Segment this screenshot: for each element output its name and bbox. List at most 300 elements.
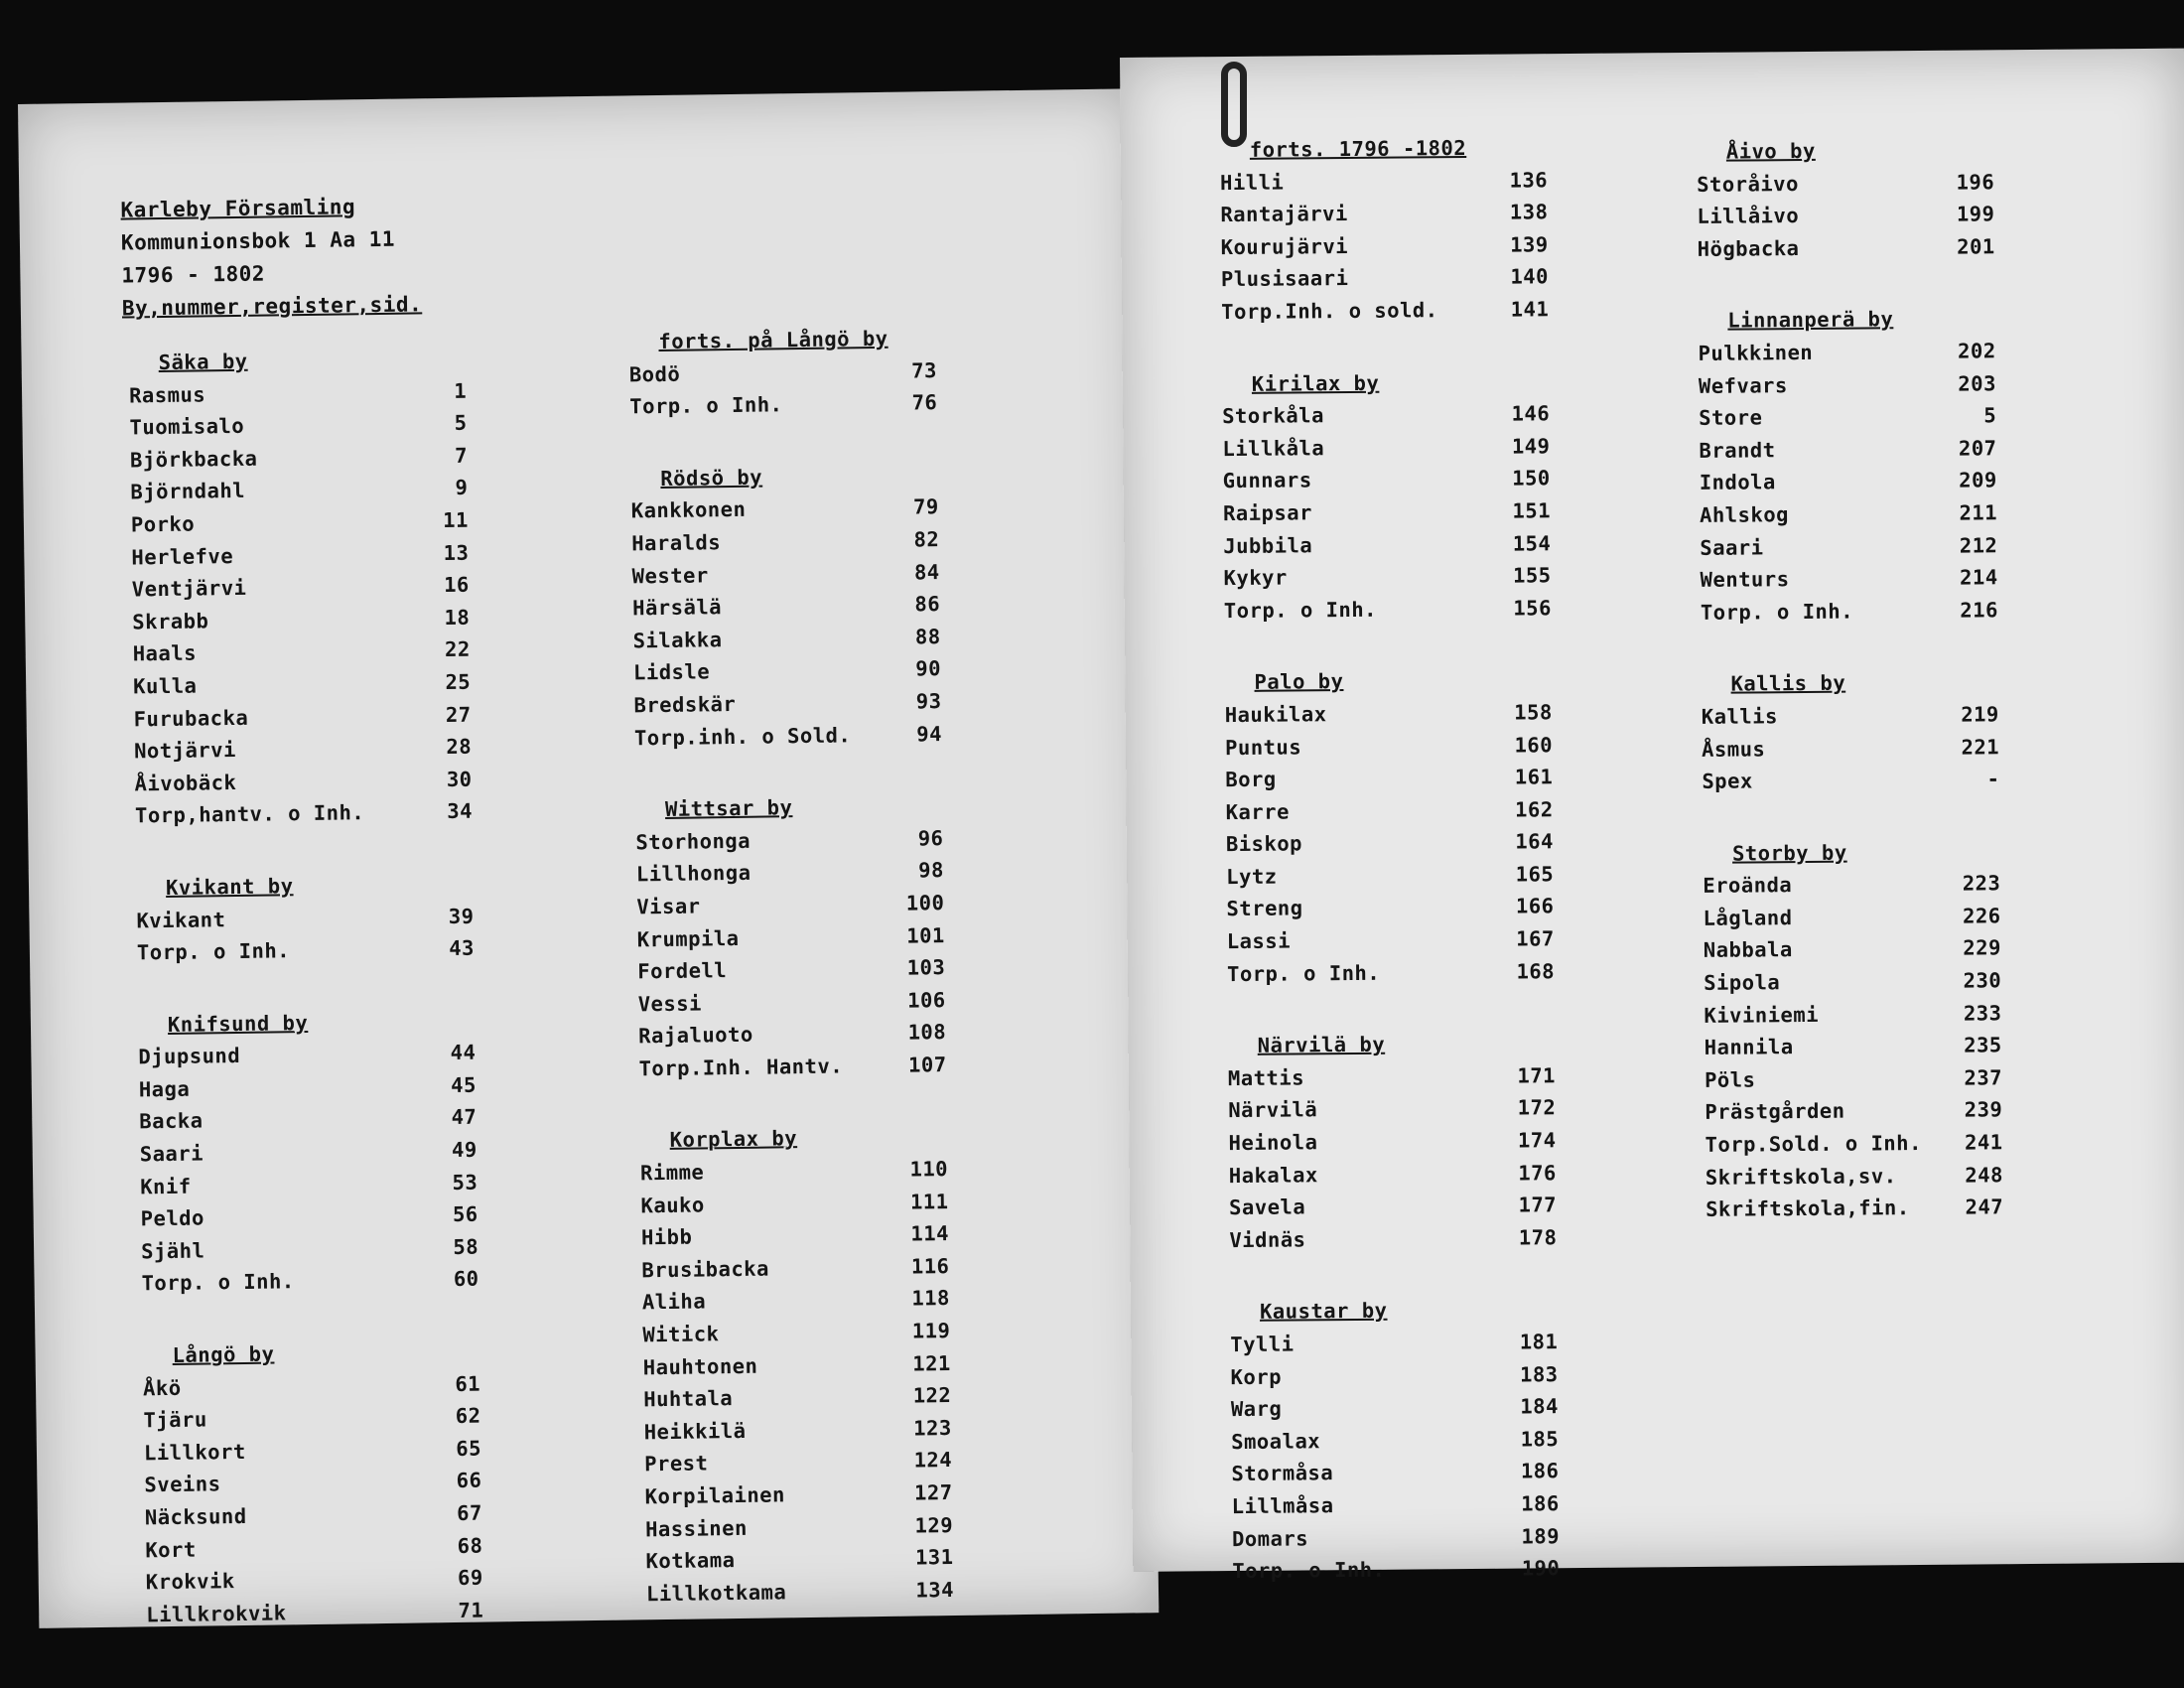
- register-entry: [1705, 1030, 2002, 1064]
- page-number: 158: [1514, 700, 1553, 725]
- village-name: Stormåsa: [1231, 1461, 1334, 1486]
- village-name: Kykyr: [1223, 565, 1288, 591]
- village-name: Korp: [1230, 1364, 1283, 1389]
- page-number: 5: [1983, 403, 1997, 428]
- page-number: 202: [1957, 339, 1996, 363]
- register-entry: [632, 621, 940, 657]
- page-number: 114: [910, 1221, 950, 1246]
- village-name: Kallis: [1701, 704, 1778, 729]
- village-name: Skrabb: [132, 609, 209, 634]
- village-name: Pulkkinen: [1698, 340, 1814, 365]
- page-number: 69: [457, 1565, 483, 1591]
- page-number: 154: [1512, 530, 1552, 556]
- page-number: 123: [913, 1415, 952, 1441]
- page-number: 118: [911, 1286, 951, 1311]
- village-name: Rajaluoto: [637, 1023, 753, 1049]
- page-number: 1: [454, 378, 468, 403]
- village-name: Rantajärvi: [1220, 202, 1348, 227]
- page-number: 45: [450, 1072, 478, 1097]
- page-number: 82: [913, 527, 940, 552]
- village-name: Kulla: [133, 673, 198, 699]
- register-entry: [1700, 496, 1997, 531]
- page-number: 221: [1961, 734, 2000, 760]
- village-name: Torp. o Inh.: [136, 938, 291, 965]
- village-name: Wefvars: [1698, 372, 1788, 398]
- left-column-2: [628, 322, 954, 1611]
- page-number: 119: [911, 1319, 951, 1343]
- village-name: Savela: [1229, 1195, 1306, 1220]
- village-name: Sjähl: [140, 1238, 205, 1264]
- page-number: 58: [453, 1234, 479, 1259]
- page-number: 167: [1516, 926, 1555, 951]
- register-entry: [1230, 1358, 1558, 1393]
- page-number: 96: [917, 825, 944, 851]
- page-number: 177: [1518, 1193, 1558, 1217]
- section-heading: Palo by: [1254, 669, 1344, 695]
- page-number: 62: [455, 1403, 481, 1429]
- page-number: 121: [912, 1350, 951, 1376]
- page-number: 98: [918, 858, 945, 883]
- left-column-1: [128, 343, 483, 1631]
- register-entry: [631, 523, 939, 560]
- section-gap: [1227, 987, 1555, 1030]
- register-entry: [1700, 465, 1997, 499]
- section-gap: [137, 964, 476, 1009]
- register-entry: [133, 633, 471, 670]
- page-number: 196: [1956, 169, 1995, 195]
- register-entry: [131, 536, 469, 573]
- page-number: 107: [907, 1052, 947, 1077]
- village-name: Silakka: [632, 627, 723, 653]
- village-name: Torp. o Inh.: [1232, 1557, 1386, 1584]
- page-number: 156: [1513, 595, 1552, 621]
- section-heading: Kvikant by: [165, 874, 294, 900]
- register-entry: [1699, 367, 1996, 402]
- page-number: 100: [905, 890, 945, 915]
- village-name: Lillåivo: [1697, 204, 1800, 229]
- register-entry: [144, 1465, 481, 1501]
- village-name: Nabbala: [1703, 937, 1793, 963]
- page-number: 235: [1964, 1033, 2002, 1057]
- village-name: Krumpila: [636, 925, 740, 951]
- section-heading: Kirilax by: [1251, 370, 1380, 396]
- section-gap: [1221, 326, 1549, 368]
- register-entry: [143, 1367, 480, 1404]
- village-name: Peldo: [140, 1205, 205, 1231]
- village-name: Biskop: [1225, 831, 1303, 857]
- register-entry: [1223, 494, 1551, 529]
- register-entry: [1226, 858, 1554, 893]
- register-entry: [1232, 1487, 1560, 1522]
- village-name: Backa: [139, 1108, 204, 1134]
- register-entry: [143, 1400, 480, 1437]
- register-entry: [1231, 1423, 1559, 1458]
- register-entry: [1223, 527, 1551, 562]
- register-entry: [631, 491, 939, 527]
- page-number: 30: [446, 767, 473, 791]
- register-entry: [642, 1282, 950, 1319]
- register-entry: [1699, 399, 1996, 434]
- village-name: Torp.Inh. Hantv.: [638, 1054, 844, 1081]
- page-number: 138: [1509, 200, 1549, 224]
- village-name: Kankkonen: [630, 497, 747, 523]
- register-entry: [643, 1379, 951, 1416]
- register-entry: [1705, 1094, 2002, 1129]
- register-entry: [139, 1069, 477, 1106]
- section-gap: [630, 419, 939, 463]
- village-name: Wester: [631, 562, 709, 588]
- page-number: 151: [1512, 498, 1552, 523]
- page-number: 162: [1514, 796, 1554, 822]
- register-entry: [129, 407, 467, 444]
- village-name: Streng: [1226, 896, 1303, 921]
- register-entry: [1699, 432, 1996, 467]
- village-name: Vessi: [637, 991, 703, 1017]
- left-page: [18, 88, 1159, 1628]
- register-entry: [1226, 891, 1554, 925]
- register-entry: [642, 1315, 950, 1351]
- right-column-2: [1697, 133, 2004, 1225]
- page-number: 124: [913, 1448, 953, 1473]
- village-name: Haukilax: [1224, 702, 1327, 728]
- village-name: Rasmus: [128, 381, 206, 408]
- page-number: 13: [443, 540, 470, 565]
- village-name: Lillmåsa: [1231, 1493, 1334, 1519]
- register-entry: [1230, 1326, 1558, 1360]
- register-entry: [1705, 1126, 2002, 1161]
- register-entry: [1223, 559, 1551, 594]
- village-name: Sipola: [1704, 970, 1781, 995]
- page-number: 209: [1959, 468, 1997, 492]
- village-name: Hibb: [640, 1224, 693, 1250]
- register-entry: [146, 1562, 483, 1599]
- section-gap: [1224, 625, 1552, 667]
- village-name: Furubacka: [133, 705, 249, 731]
- village-name: Store: [1699, 405, 1763, 431]
- section-heading: Åivo by: [1725, 138, 1816, 164]
- register-entry: [1704, 964, 2001, 999]
- village-name: Hakalax: [1228, 1162, 1318, 1188]
- register-entry: [1225, 761, 1553, 795]
- register-entry: [1704, 997, 2001, 1032]
- village-name: Högbacka: [1697, 235, 1800, 261]
- village-name: Lillkotkama: [645, 1580, 787, 1607]
- register-entry: [640, 1153, 948, 1190]
- village-name: Lillkort: [143, 1439, 246, 1466]
- page-number: 139: [1510, 232, 1549, 257]
- page-number: 201: [1957, 234, 1995, 259]
- page-number: 219: [1961, 702, 1999, 727]
- page-number: 66: [456, 1469, 482, 1493]
- village-name: Puntus: [1224, 734, 1302, 760]
- register-entry: [638, 1049, 946, 1085]
- village-name: Plusisaari: [1220, 266, 1349, 292]
- village-name: Hassinen: [644, 1515, 749, 1541]
- register-entry: [1703, 868, 2000, 903]
- village-name: Lillkrokvik: [146, 1601, 287, 1627]
- page-number: 241: [1964, 1130, 2003, 1155]
- register-entry: [1705, 1061, 2002, 1096]
- register-entry: [1225, 729, 1553, 764]
- village-name: Haga: [138, 1076, 191, 1102]
- village-name: Heinola: [1228, 1130, 1318, 1156]
- page-number: 171: [1517, 1063, 1557, 1088]
- page-number: 174: [1517, 1128, 1557, 1153]
- register-entry: [140, 1198, 478, 1235]
- register-entry: [634, 718, 942, 755]
- register-entry: [1222, 430, 1550, 465]
- register-entry: [637, 919, 945, 956]
- page-number: 68: [457, 1533, 483, 1558]
- page-number: 49: [451, 1137, 478, 1163]
- page-number: 214: [1959, 565, 1998, 590]
- register-entry: [134, 731, 472, 768]
- page-number: 207: [1958, 436, 1997, 461]
- title-block: [120, 190, 422, 325]
- register-entry: [141, 1263, 478, 1300]
- page-number: 101: [906, 922, 945, 948]
- right-column-1: [1220, 131, 1561, 1588]
- page-number: 185: [1520, 1426, 1560, 1452]
- page-number: 73: [910, 357, 937, 383]
- section-heading: Närvilä by: [1257, 1032, 1386, 1058]
- register-entry: [1220, 196, 1548, 230]
- page-number: 181: [1519, 1330, 1559, 1354]
- register-entry: [130, 472, 468, 508]
- register-entry: [1221, 228, 1549, 263]
- village-name: Heikkilä: [643, 1418, 747, 1445]
- section-heading: Rödsö by: [660, 465, 763, 491]
- page-number: 27: [445, 702, 472, 727]
- village-name: Hauhtonen: [642, 1353, 758, 1379]
- page-number: 79: [912, 494, 939, 519]
- page-number: 22: [444, 637, 471, 662]
- village-name: Torp.inh. o Sold.: [633, 722, 852, 750]
- register-entry: [1225, 696, 1553, 731]
- subtitle: By,nummer,register,sid.: [121, 292, 423, 321]
- register-entry: [1231, 1390, 1559, 1425]
- village-name: Näcksund: [144, 1503, 247, 1530]
- village-name: Storåivo: [1697, 171, 1799, 197]
- page-number: 212: [1959, 532, 1998, 558]
- village-name: Skriftskola,fin.: [1706, 1196, 1910, 1222]
- page-number: 190: [1521, 1556, 1561, 1581]
- right-page: [1120, 49, 2184, 1584]
- section-gap: [1703, 795, 2000, 838]
- page-number: 203: [1958, 370, 1996, 396]
- page-number: 116: [910, 1253, 950, 1279]
- village-name: Torp. o Inh.: [141, 1269, 295, 1296]
- page-number: 65: [456, 1436, 482, 1461]
- village-name: Aliha: [641, 1289, 707, 1315]
- village-name: Wenturs: [1700, 567, 1790, 593]
- page-number: 155: [1512, 563, 1552, 588]
- page-number: 56: [452, 1201, 478, 1227]
- page-number: 161: [1514, 765, 1554, 789]
- village-name: Torp,hantv. o Inh.: [134, 800, 365, 828]
- page-number: 88: [914, 624, 941, 649]
- register-entry: [631, 556, 939, 593]
- page-number: 149: [1511, 433, 1551, 459]
- page-number: 16: [443, 572, 470, 598]
- village-name: Tuomisalo: [129, 414, 245, 440]
- register-entry: [1697, 199, 1994, 233]
- register-entry: [1232, 1520, 1560, 1555]
- village-name: Åsmus: [1701, 736, 1766, 762]
- village-name: Bredskär: [633, 691, 737, 718]
- village-name: Lassi: [1226, 928, 1292, 954]
- page-number: 248: [1965, 1162, 2003, 1188]
- village-name: Spex: [1702, 769, 1753, 794]
- village-name: Kotkama: [645, 1548, 736, 1574]
- page-number: 39: [448, 904, 475, 928]
- register-entry: [1225, 793, 1553, 828]
- village-name: Indola: [1699, 470, 1776, 495]
- page-number: 67: [456, 1500, 483, 1525]
- page-number: 11: [443, 507, 470, 533]
- village-name: Fordell: [637, 958, 728, 984]
- village-name: Torp. o Inh.: [629, 392, 783, 419]
- register-entry: [1220, 164, 1548, 199]
- page-number: 176: [1518, 1160, 1557, 1186]
- page-number: 146: [1511, 401, 1551, 426]
- section-gap: [1698, 263, 1995, 306]
- village-name: Karre: [1225, 799, 1290, 824]
- register-entry: [1703, 900, 2000, 934]
- page-number: 184: [1520, 1394, 1559, 1419]
- page-number: 108: [907, 1020, 947, 1045]
- section-gap: [142, 1296, 480, 1340]
- page-number: 237: [1964, 1065, 2003, 1090]
- register-entry: [629, 354, 937, 391]
- register-entry: [1702, 698, 1999, 733]
- village-name: Torp. o Inh.: [1700, 599, 1854, 625]
- page-number: 93: [915, 689, 942, 714]
- village-name: Storkåla: [1222, 403, 1325, 429]
- page-number: 7: [454, 443, 469, 468]
- village-name: Lytz: [1226, 864, 1278, 889]
- page-number: 239: [1964, 1097, 2003, 1123]
- register-entry: [636, 887, 944, 923]
- page-number: 5: [454, 410, 468, 436]
- page-number: 9: [455, 476, 469, 500]
- village-name: Eroända: [1703, 873, 1793, 899]
- register-entry: [130, 439, 468, 476]
- register-entry: [643, 1347, 951, 1384]
- section-heading: Linnanperä by: [1727, 307, 1894, 334]
- page-number: 223: [1962, 871, 2001, 896]
- register-entry: [129, 374, 467, 411]
- page-number: 166: [1515, 894, 1555, 919]
- page-number: 134: [915, 1577, 955, 1603]
- page-number: 106: [906, 987, 946, 1013]
- register-entry: [1706, 1159, 2003, 1194]
- register-entry: [645, 1509, 953, 1546]
- village-name: Tylli: [1230, 1332, 1295, 1357]
- register-entry: [1701, 594, 1998, 629]
- village-name: Witick: [642, 1322, 720, 1347]
- page-number: 150: [1512, 466, 1551, 491]
- village-name: Herlefve: [131, 543, 234, 570]
- village-name: Domars: [1231, 1525, 1309, 1551]
- village-name: Rimme: [639, 1160, 705, 1186]
- register-entry: [644, 1477, 952, 1513]
- page-number: 136: [1509, 167, 1549, 193]
- register-entry: [134, 763, 472, 799]
- page-number: 47: [451, 1105, 478, 1130]
- register-entry: [636, 854, 944, 891]
- register-entry: [1232, 1552, 1560, 1587]
- register-entry: [1698, 230, 1995, 265]
- register-entry: [131, 504, 469, 541]
- page-number: 186: [1520, 1459, 1560, 1483]
- register-entry: [638, 1016, 946, 1053]
- village-name: Lillhonga: [635, 861, 751, 887]
- village-name: Ventjärvi: [131, 575, 247, 602]
- village-name: Krokvik: [145, 1569, 235, 1595]
- register-entry: [644, 1412, 952, 1449]
- village-name: Vidnäs: [1229, 1227, 1306, 1252]
- page-number: 233: [1963, 1000, 2002, 1026]
- page-number: 199: [1956, 202, 1995, 226]
- section-heading: Knifsund by: [167, 1010, 309, 1037]
- page-number: -: [1986, 767, 2000, 791]
- village-name: Smoalax: [1231, 1429, 1321, 1454]
- village-name: Björndahl: [130, 479, 246, 504]
- village-name: Brusibacka: [641, 1256, 770, 1283]
- register-entry: [133, 666, 471, 703]
- village-name: Borg: [1225, 767, 1277, 792]
- parish-title: Karleby Församling: [120, 195, 356, 222]
- village-name: Hannila: [1704, 1035, 1794, 1060]
- village-name: Saari: [1700, 534, 1764, 560]
- village-name: Kourujärvi: [1220, 233, 1349, 259]
- register-entry: [1697, 166, 1994, 201]
- village-name: Torp. o Inh.: [1226, 960, 1381, 986]
- paper-clip-icon: [1221, 62, 1247, 147]
- register-entry: [635, 822, 943, 859]
- section-heading: forts. 1796 -1802: [1249, 135, 1467, 162]
- village-name: Prästgården: [1705, 1099, 1845, 1125]
- register-entry: [138, 1037, 476, 1073]
- village-name: Porko: [130, 511, 196, 537]
- register-entry: [1702, 763, 1999, 797]
- village-name: Korpilainen: [644, 1482, 786, 1509]
- page-number: 103: [906, 955, 946, 980]
- register-entry: [132, 569, 470, 606]
- page-number: 71: [458, 1598, 484, 1622]
- page-number: 84: [913, 559, 940, 584]
- register-entry: [140, 1166, 478, 1202]
- section-gap: [634, 750, 943, 793]
- village-name: Hilli: [1219, 170, 1285, 195]
- village-name: Torp.Sold. o Inh.: [1705, 1131, 1923, 1157]
- village-name: Pöls: [1704, 1067, 1756, 1092]
- page-number: 60: [453, 1267, 479, 1292]
- village-name: Prest: [644, 1451, 709, 1477]
- village-name: Jubbila: [1223, 532, 1313, 558]
- village-name: Skriftskola,sv.: [1705, 1163, 1897, 1190]
- section-heading: Kaustar by: [1259, 1299, 1388, 1325]
- village-name: Gunnars: [1222, 468, 1312, 493]
- village-name: Knif: [140, 1174, 192, 1199]
- page-number: 172: [1517, 1095, 1557, 1120]
- page-number: 86: [914, 592, 941, 617]
- village-name: Huhtala: [643, 1386, 734, 1412]
- page-number: 216: [1960, 598, 1998, 623]
- page-number: 129: [914, 1512, 954, 1538]
- village-name: Åivobäck: [134, 770, 237, 796]
